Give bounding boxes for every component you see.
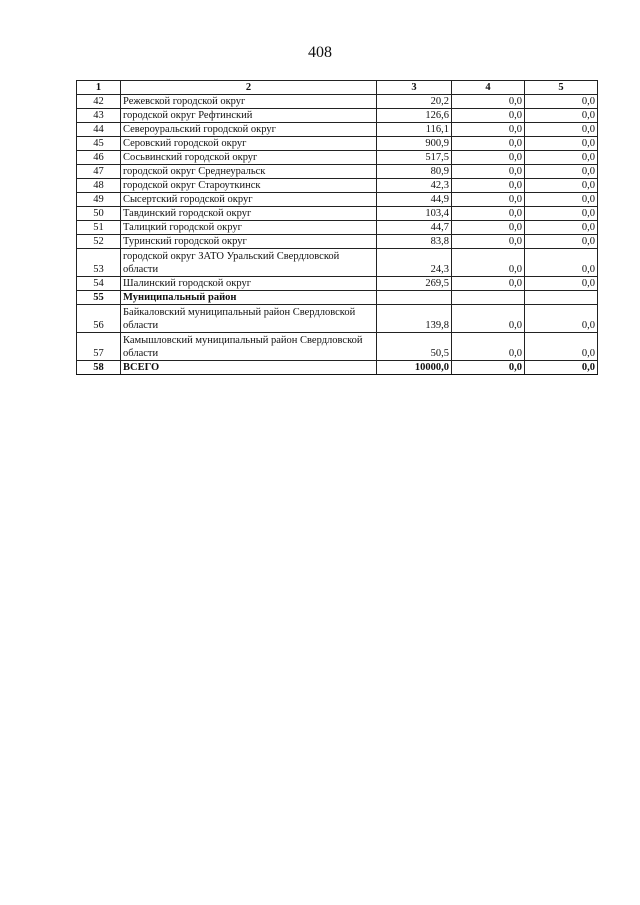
- municipality-name: Режевской городской округ: [121, 95, 377, 109]
- value-col-3: 83,8: [377, 235, 452, 249]
- value-col-3: 103,4: [377, 207, 452, 221]
- row-number: 46: [77, 151, 121, 165]
- value-col-5: 0,0: [525, 95, 598, 109]
- value-col-3: 80,9: [377, 165, 452, 179]
- value-col-3: 517,5: [377, 151, 452, 165]
- row-number: 54: [77, 277, 121, 291]
- value-col-3: 44,7: [377, 221, 452, 235]
- municipality-name: Североуральский городской округ: [121, 123, 377, 137]
- table-row: [77, 305, 598, 333]
- row-number: 44: [77, 123, 121, 137]
- municipality-name: Камышловский муниципальный район Свердловской области: [121, 333, 377, 361]
- municipality-name: Туринский городской округ: [121, 235, 377, 249]
- value-col-3: 42,3: [377, 179, 452, 193]
- col-header-1: 1: [77, 81, 121, 95]
- value-col-4: 0,0: [452, 235, 525, 249]
- value-col-5: 0,0: [525, 221, 598, 235]
- row-number: 49: [77, 193, 121, 207]
- row-number: 55: [77, 291, 121, 305]
- value-col-3: 20,2: [377, 95, 452, 109]
- table-row: [77, 277, 598, 291]
- table-row: [77, 109, 598, 123]
- value-col-5: 0,0: [525, 137, 598, 151]
- value-col-4: 0,0: [452, 333, 525, 361]
- value-col-4: 0,0: [452, 207, 525, 221]
- row-number: 51: [77, 221, 121, 235]
- total-col-3: 10000,0: [377, 361, 452, 375]
- value-col-4: 0,0: [452, 95, 525, 109]
- table-row: [77, 95, 598, 109]
- row-number: 52: [77, 235, 121, 249]
- value-col-3: 50,5: [377, 333, 452, 361]
- municipality-name: городской округ ЗАТО Уральский Свердловской области: [121, 249, 377, 277]
- value-col-5: 0,0: [525, 123, 598, 137]
- table-header-row: [77, 81, 598, 95]
- municipality-name: Сосьвинский городской округ: [121, 151, 377, 165]
- value-col-5: 0,0: [525, 151, 598, 165]
- municipality-name: Шалинский городской округ: [121, 277, 377, 291]
- municipality-name: городской округ Рефтинский: [121, 109, 377, 123]
- value-col-4: 0,0: [452, 109, 525, 123]
- value-col-5: 0,0: [525, 193, 598, 207]
- value-col-4: 0,0: [452, 137, 525, 151]
- table-row: [77, 193, 598, 207]
- value-col-5: 0,0: [525, 109, 598, 123]
- value-col-4: 0,0: [452, 193, 525, 207]
- municipality-name: Тавдинский городской округ: [121, 207, 377, 221]
- value-col-4: 0,0: [452, 151, 525, 165]
- value-col-5: 0,0: [525, 333, 598, 361]
- table-row: [77, 235, 598, 249]
- value-col-3: 126,6: [377, 109, 452, 123]
- row-number: 58: [77, 361, 121, 375]
- value-col-3: 116,1: [377, 123, 452, 137]
- value-col-3: 44,9: [377, 193, 452, 207]
- table-row: [77, 333, 598, 361]
- table-row: [77, 207, 598, 221]
- value-col-5: [525, 291, 598, 305]
- value-col-4: 0,0: [452, 165, 525, 179]
- table-row: [77, 221, 598, 235]
- table-row: [77, 291, 598, 305]
- value-col-5: 0,0: [525, 305, 598, 333]
- value-col-4: 0,0: [452, 179, 525, 193]
- row-number: 42: [77, 95, 121, 109]
- value-col-3: 139,8: [377, 305, 452, 333]
- table-row: [77, 165, 598, 179]
- municipality-name: городской округ Среднеуральск: [121, 165, 377, 179]
- value-col-3: [377, 291, 452, 305]
- value-col-3: 24,3: [377, 249, 452, 277]
- value-col-4: 0,0: [452, 221, 525, 235]
- municipality-name: Байкаловский муниципальный район Свердловской области: [121, 305, 377, 333]
- municipality-name: Серовский городской округ: [121, 137, 377, 151]
- page-number: 408: [308, 44, 332, 61]
- value-col-4: 0,0: [452, 277, 525, 291]
- table-row: [77, 151, 598, 165]
- municipality-name: Сысертский городской округ: [121, 193, 377, 207]
- value-col-4: 0,0: [452, 123, 525, 137]
- table-row: [77, 249, 598, 277]
- row-number: 45: [77, 137, 121, 151]
- table-row: [77, 179, 598, 193]
- row-number: 48: [77, 179, 121, 193]
- section-heading: Муниципальный район: [121, 291, 377, 305]
- value-col-5: 0,0: [525, 235, 598, 249]
- value-col-4: 0,0: [452, 305, 525, 333]
- col-header-4: 4: [452, 81, 525, 95]
- value-col-4: 0,0: [452, 249, 525, 277]
- col-header-2: 2: [121, 81, 377, 95]
- row-number: 47: [77, 165, 121, 179]
- row-number: 56: [77, 305, 121, 333]
- row-number: 53: [77, 249, 121, 277]
- col-header-5: 5: [525, 81, 598, 95]
- value-col-5: 0,0: [525, 249, 598, 277]
- table-row: [77, 137, 598, 151]
- value-col-4: [452, 291, 525, 305]
- table-row: [77, 123, 598, 137]
- total-label: ВСЕГО: [121, 361, 377, 375]
- total-col-4: 0,0: [452, 361, 525, 375]
- total-row: [77, 361, 598, 375]
- allocation-table: [76, 80, 598, 375]
- value-col-5: 0,0: [525, 277, 598, 291]
- municipality-name: городской округ Староуткинск: [121, 179, 377, 193]
- col-header-3: 3: [377, 81, 452, 95]
- municipality-name: Талицкий городской округ: [121, 221, 377, 235]
- row-number: 50: [77, 207, 121, 221]
- value-col-3: 900,9: [377, 137, 452, 151]
- row-number: 43: [77, 109, 121, 123]
- row-number: 57: [77, 333, 121, 361]
- total-col-5: 0,0: [525, 361, 598, 375]
- value-col-5: 0,0: [525, 179, 598, 193]
- value-col-5: 0,0: [525, 207, 598, 221]
- value-col-5: 0,0: [525, 165, 598, 179]
- value-col-3: 269,5: [377, 277, 452, 291]
